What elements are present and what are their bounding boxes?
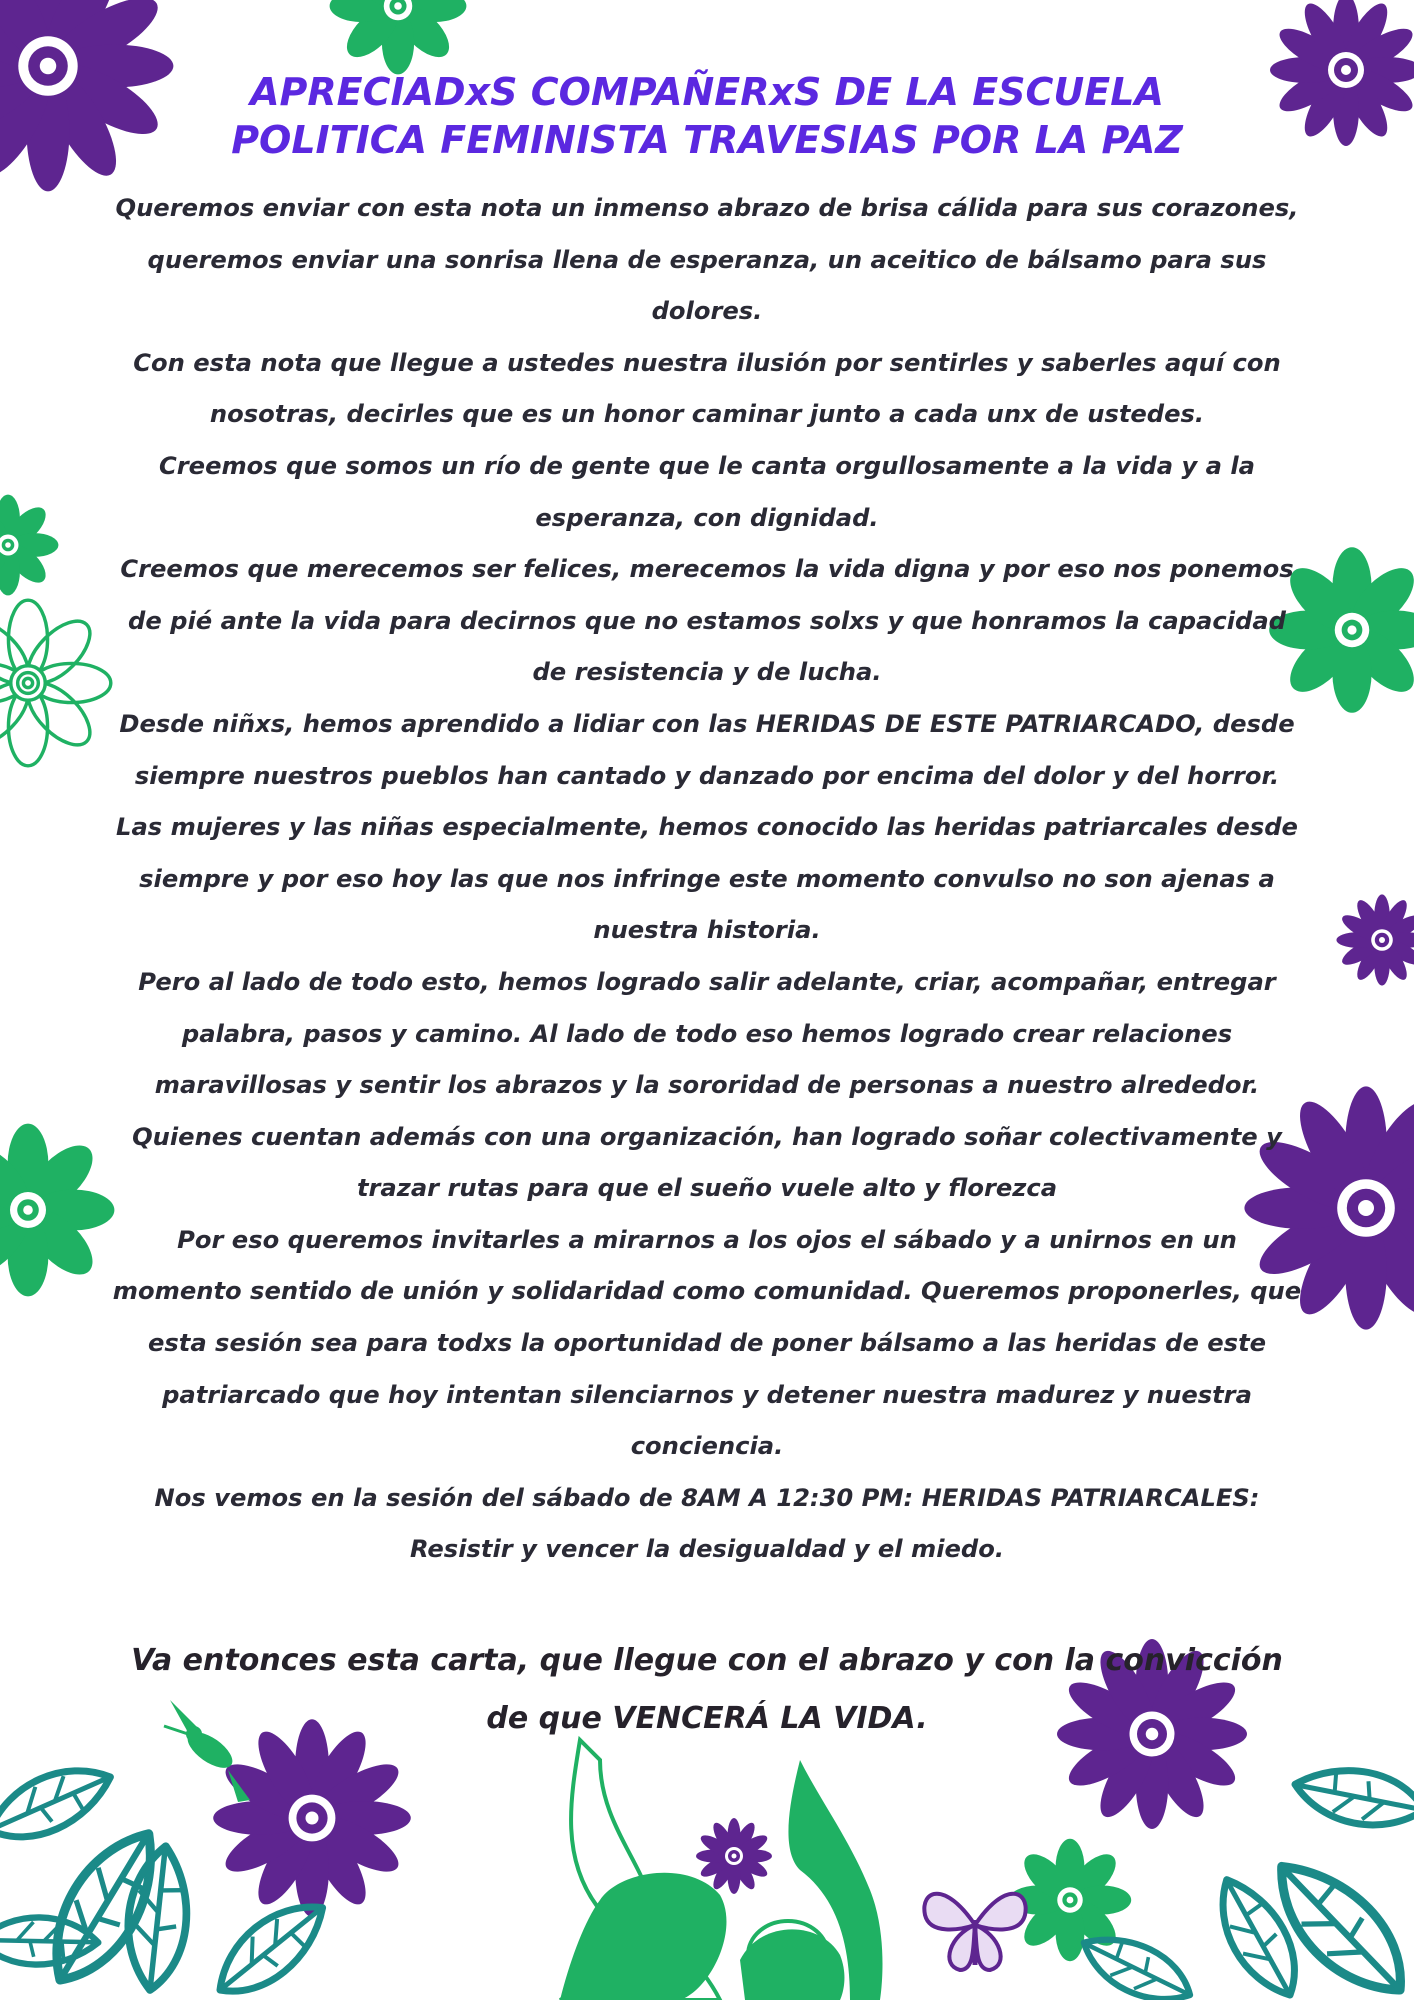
- teal-leaf-icon: [1210, 1867, 1306, 2000]
- paragraph: Las mujeres y las niñas especialmente, hemos conocido las heridas patriarcales desde siempre y por eso hoy las que nos infringe este momento convulso no son ajenas a nuestra historia.: [116, 813, 1298, 945]
- closing-statement: [110, 1632, 1304, 1748]
- paragraph: Desde niñxs, hemos aprendido a lidiar con las HERIDAS DE ESTE PATRIARCADO, desde siempre nuestros pueblos han cantado y danzado por encima del dolor y del horror.: [119, 709, 1295, 790]
- closing-line-2: de que VENCERÁ LA VIDA.: [486, 1701, 928, 1736]
- page-title: [150, 68, 1264, 164]
- paragraph: Nos vemos en la sesión del sábado de 8AM A 12:30 PM: HERIDAS PATRIARCALES: Resistir y vencer la desigualdad y el miedo.: [154, 1483, 1260, 1564]
- paragraph: Creemos que merecemos ser felices, merecemos la vida digna y por eso nos ponemos de pié ante la vida para decirnos que no estamos solxs y que honramos la capacidad de resistencia y de lucha.: [120, 555, 1294, 687]
- purple-flower-icon: [0, 0, 173, 191]
- teal-leaf-icon: [0, 1907, 101, 1976]
- title-line-1: APRECIADxS COMPAÑERxS DE LA ESCUELA: [250, 70, 1164, 114]
- closing-line-1: Va entonces esta carta, que llegue con el abrazo y con la convicción: [131, 1643, 1283, 1678]
- teal-leaf-icon: [1263, 1839, 1414, 2000]
- teal-leaf-icon: [0, 1760, 120, 1847]
- paragraph: Creemos que somos un río de gente que le canta orgullosamente a la vida y a la esperanza, con dignidad.: [158, 451, 1256, 532]
- teal-leaf-icon: [201, 1893, 341, 2000]
- teal-leaf-icon: [110, 1841, 205, 1995]
- paragraph: Por eso queremos invitarles a mirarnos a los ojos el sábado y a unirnos en un momento sentido de unión y solidaridad como comunidad. Queremos proponerles, que esta sesión sea para todxs la oportunidad de poner bálsamo a las heridas de este patriarcado que hoy intentan silenciarnos y detener nuestra madurez y nuestra conciencia.: [112, 1225, 1302, 1461]
- teal-leaf-icon: [1289, 1749, 1414, 1845]
- butterfly-icon: [924, 1894, 1025, 1970]
- purple-flower-icon: [1336, 894, 1414, 985]
- green-flower-icon: [330, 0, 467, 74]
- outline-flower-icon: [0, 600, 111, 766]
- paragraph: Queremos enviar con esta nota un inmenso abrazo de brisa cálida para sus corazones, queremos enviar una sonrisa llena de esperanza, un aceitico de bálsamo para sus dolores.: [115, 194, 1299, 326]
- purple-flower-icon: [1270, 0, 1414, 146]
- title-line-2: POLITICA FEMINISTA TRAVESIAS POR LA PAZ: [231, 118, 1183, 162]
- paragraph: Pero al lado de todo esto, hemos logrado salir adelante, criar, acompañar, entregar palabra, pasos y camino. Al lado de todo eso hemos logrado crear relaciones maravillosas y sentir los abrazos y la sororidad de personas a nuestro alrededor. Quienes cuentan además con una organización, han logrado soñar colectivamente y trazar rutas para que el sueño vuele alto y florezca: [132, 967, 1282, 1203]
- paragraph: Con esta nota que llegue a ustedes nuestra ilusión por sentirles y saberles aquí con nosotras, decirles que es un honor caminar junto a cada unx de ustedes.: [133, 348, 1281, 429]
- green-flower-icon: [1009, 1839, 1131, 1961]
- green-flower-icon: [0, 1124, 114, 1297]
- green-flower-icon: [0, 495, 58, 596]
- letter-body: [110, 183, 1304, 1576]
- purple-flower-icon: [696, 1818, 772, 1894]
- purple-flower-icon: [213, 1719, 411, 1917]
